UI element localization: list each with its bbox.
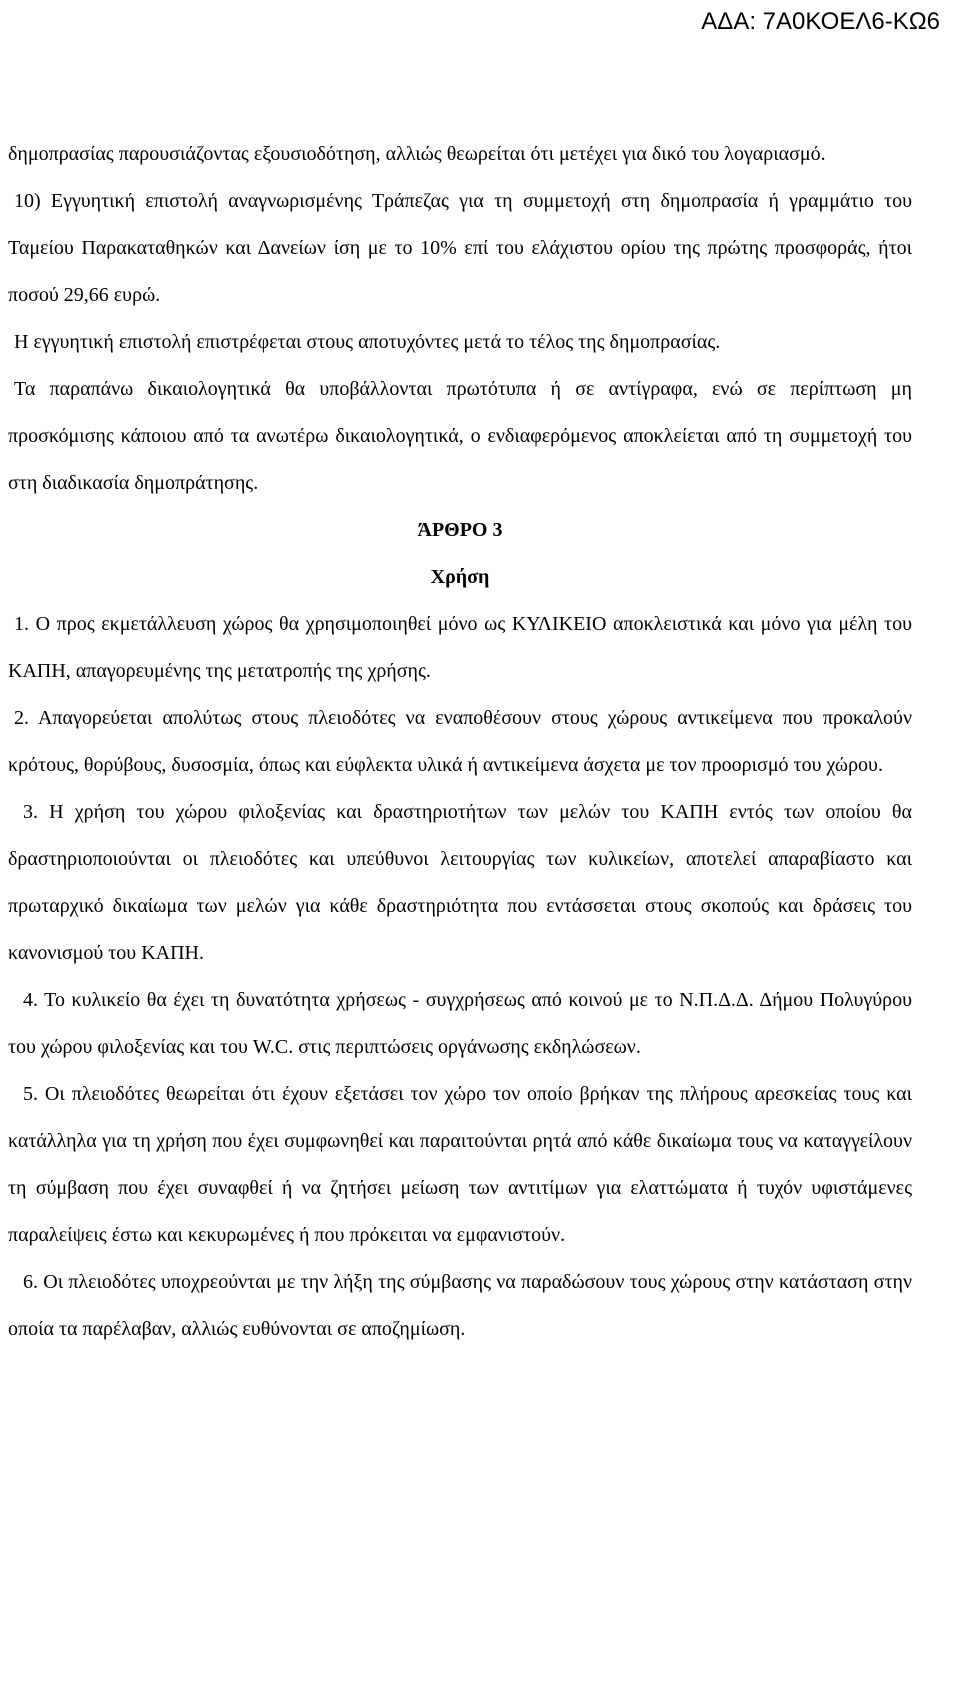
- paragraph-guarantee-return: Η εγγυητική επιστολή επιστρέφεται στους αποτυχόντες μετά το τέλος της δημοπρασίας.: [14, 331, 721, 353]
- article-title: Χρήση: [430, 566, 490, 588]
- paragraph-1: 1. Ο προς εκμετάλλευση χώρος θα χρησιμοποιηθεί μόνο ως ΚΥΛΙΚΕΙΟ αποκλειστικά και μόνο για μέλη του ΚΑΠΗ, απαγορευμένης της μετατροπής της χρήσης.: [8, 613, 912, 682]
- paragraph-5: 5. Οι πλειοδότες θεωρείται ότι έχουν εξετάσει τον χώρο τον οποίο βρήκαν της πλήρους αρεσκείας τους και κατάλληλα για τη χρήση που έχει συμφωνηθεί και παραιτούνται ρητά από κάθε δικαίωμα τους να καταγγείλουν τη σύμβαση που έχει συναφθεί ή να ζητήσει μείωση των αντιτίμων για ελαττώματα ή τυχόν υφιστάμενες παραλείψεις έστω και κεκυρωμένες ή που πρόκειται να εμφανιστούν.: [8, 1083, 912, 1246]
- paragraph-item-10: 10) Εγγυητική επιστολή αναγνωρισμένης Τράπεζας για τη συμμετοχή στη δημοπρασία ή γραμμάτιο του Ταμείου Παρακαταθηκών και Δανείων ίση με το 10% επί του ελάχιστου ορίου της πρώτης προσφοράς, ήτοι ποσού 29,66 ευρώ.: [8, 190, 912, 306]
- paragraph-3: 3. Η χρήση του χώρου φιλοξενίας και δραστηριοτήτων των μελών του ΚΑΠΗ εντός των οποίου θα δραστηριοποιούνται οι πλειοδότες και υπεύθυνοι λειτουργίας των κυλικείων, αποτελεί απαραβίαστο και πρωταρχικό δικαίωμα των μελών για κάθε δραστηριότητα που εντάσσεται στους σκοπούς και δράσεις του κανονισμού του ΚΑΠΗ.: [8, 801, 912, 964]
- ada-code: ΑΔΑ: 7Α0ΚΟΕΛ6-ΚΩ6: [701, 8, 940, 35]
- paragraph-intro: δημοπρασίας παρουσιάζοντας εξουσιοδότηση, αλλιώς θεωρείται ότι μετέχει για δικό του λογαριασμό.: [8, 143, 826, 165]
- paragraph-6: 6. Οι πλειοδότες υποχρεούνται με την λήξη της σύμβασης να παραδώσουν τους χώρους στην κατάσταση στην οποία τα παρέλαβαν, αλλιώς ευθύνονται σε αποζημίωση.: [8, 1271, 912, 1340]
- document-body: [8, 131, 912, 1353]
- paragraph-4: 4. Το κυλικείο θα έχει τη δυνατότητα χρήσεως - συγχρήσεως από κοινού με το Ν.Π.Δ.Δ. Δήμου Πολυγύρου του χώρου φιλοξενίας και του W.C. στις περιπτώσεις οργάνωσης εκδηλώσεων.: [8, 989, 912, 1058]
- paragraph-2: 2. Απαγορεύεται απολύτως στους πλειοδότες να εναποθέσουν στους χώρους αντικείμενα που προκαλούν κρότους, θορύβους, δυσοσμία, όπως και εύφλεκτα υλικά ή αντικείμενα άσχετα με τον προορισμό του χώρου.: [8, 707, 912, 776]
- article-heading: ΆΡΘΡΟ 3: [417, 519, 503, 541]
- paragraph-documents: Τα παραπάνω δικαιολογητικά θα υποβάλλονται πρωτότυπα ή σε αντίγραφα, ενώ σε περίπτωση μη προσκόμισης κάποιου από τα ανωτέρω δικαιολογητικά, ο ενδιαφερόμενος αποκλείεται από τη συμμετοχή του στη διαδικασία δημοπράτησης.: [8, 378, 912, 494]
